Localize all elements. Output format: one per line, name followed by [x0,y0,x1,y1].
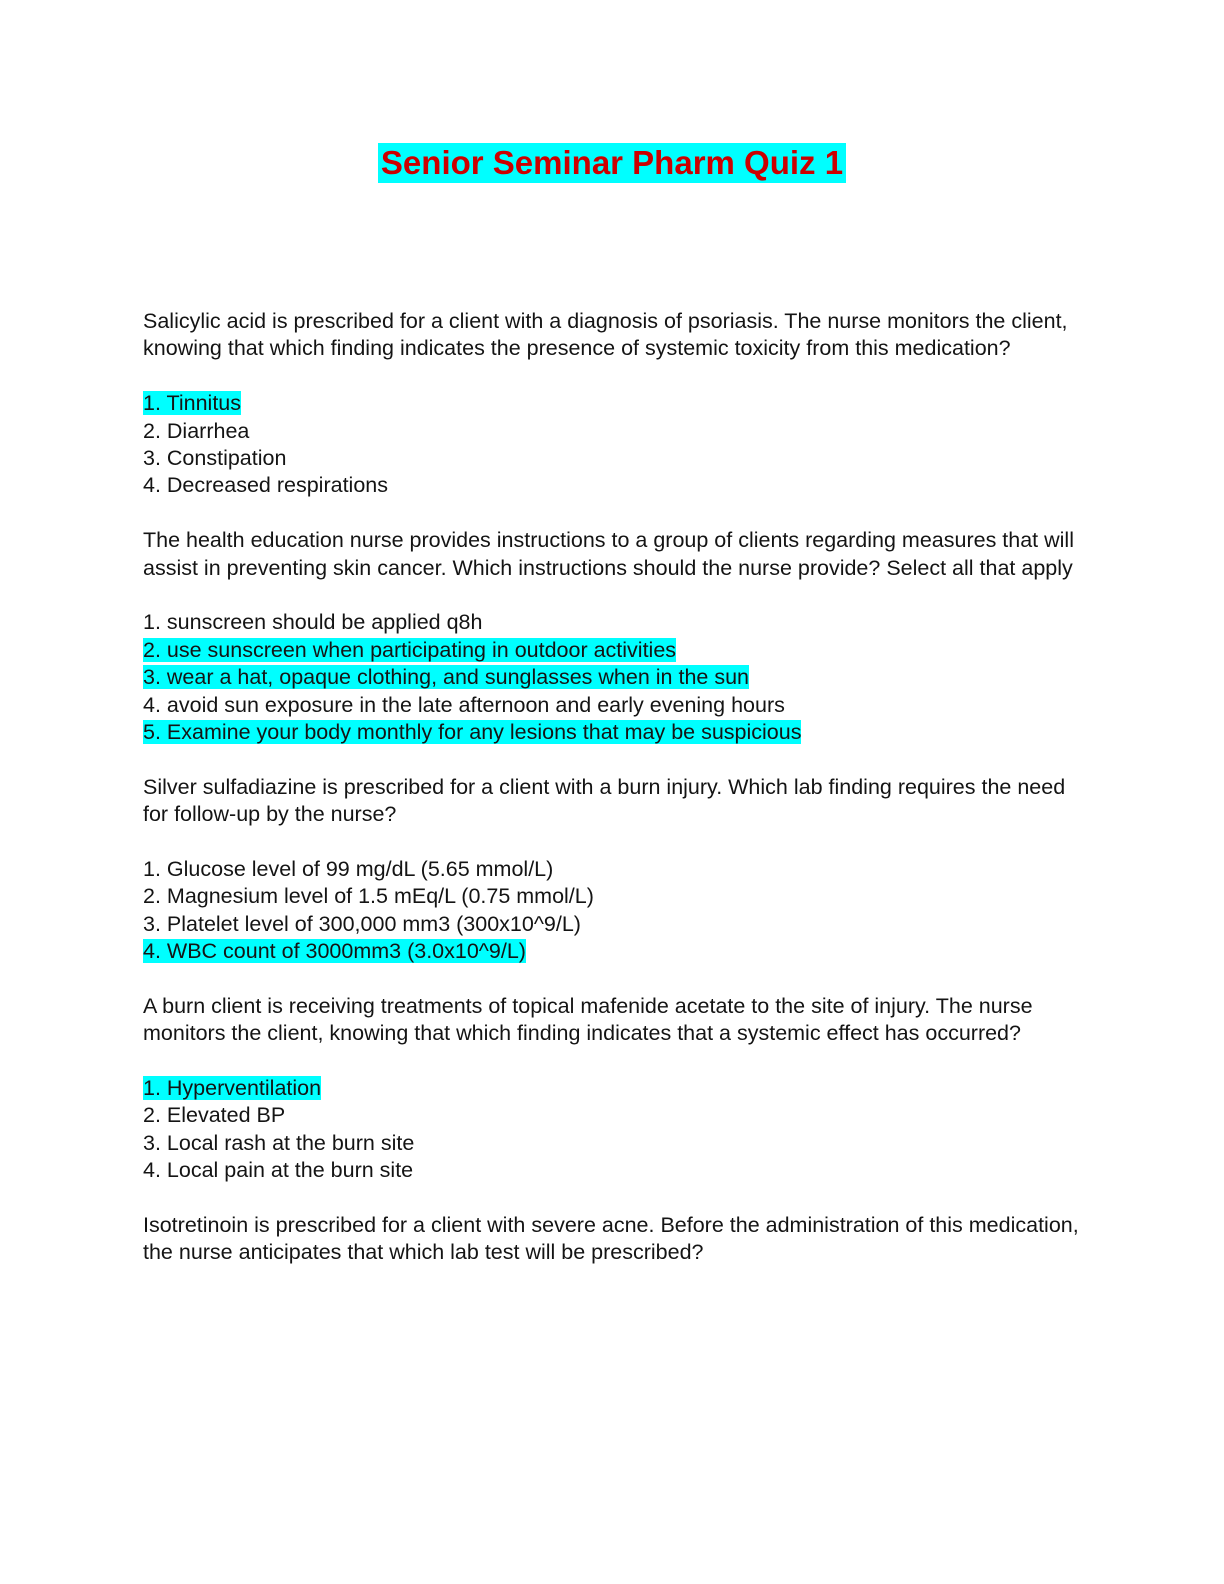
option-text: 3. Constipation [143,445,287,470]
option-list-1 [143,390,1083,500]
option-text: 3. Platelet level of 300,000 mm3 (300x10^9/L) [143,911,581,936]
option-item [143,609,1083,636]
question-stem-5: Isotretinoin is prescribed for a client with severe acne. Before the administration of this medication, the nurse anticipates that which lab test will be prescribed? [143,1213,1079,1265]
option-item [143,664,1083,691]
question-stem-3: Silver sulfadiazine is prescribed for a client with a burn injury. Which lab finding requires the need for follow-up by the nurse? [143,774,1066,827]
option-item [143,911,1083,938]
option-list-4 [143,1075,1083,1185]
question-stem-1: Salicylic acid is prescribed for a client with a diagnosis of psoriasis. The nurse monitors the client, knowing that which finding indicates the presence of systemic toxicity from this medication? [143,309,1068,361]
option-list-2 [143,609,1083,746]
option-text: 4. Local pain at the burn site [143,1158,414,1183]
option-text: 2. Magnesium level of 1.5 mEq/L (0.75 mmol/L) [143,884,594,909]
option-item [143,1102,1083,1129]
option-item [143,418,1083,445]
option-item [143,883,1083,910]
option-text-highlighted: 3. wear a hat, opaque clothing, and sunglasses when in the sun [143,665,749,690]
page-title: Senior Seminar Pharm Quiz 1 [378,143,846,183]
option-item [143,390,1083,417]
option-item [143,1075,1083,1102]
question-stem-4: A burn client is receiving treatments of topical mafenide acetate to the site of injury. The nurse monitors the client, knowing that which finding indicates that a systemic effect has occurred? [143,993,1033,1046]
option-list-3 [143,856,1083,966]
option-text-highlighted: 4. WBC count of 3000mm3 (3.0x10^9/L) [143,939,526,964]
option-item [143,938,1083,965]
option-text: 4. avoid sun exposure in the late afternoon and early evening hours [143,692,785,717]
option-item [143,637,1083,664]
option-item [143,692,1083,719]
option-text: 2. Elevated BP [143,1103,286,1128]
quiz-content [143,308,1083,1267]
option-text-highlighted: 1. Hyperventilation [143,1076,322,1101]
option-text: 4. Decreased respirations [143,473,388,498]
option-text: 2. Diarrhea [143,418,250,443]
option-text: 1. sunscreen should be applied q8h [143,610,483,635]
option-item [143,856,1083,883]
option-text: 3. Local rash at the burn site [143,1130,415,1155]
option-text-highlighted: 1. Tinnitus [143,391,241,416]
question-stem-2: The health education nurse provides instructions to a group of clients regarding measures that will assist in preventing skin cancer. Which instructions should the nurse provide? Select all that apply [143,528,1074,580]
option-text-highlighted: 2. use sunscreen when participating in outdoor activities [143,637,677,662]
option-text-highlighted: 5. Examine your body monthly for any lesions that may be suspicious [143,719,802,744]
option-text: 1. Glucose level of 99 mg/dL (5.65 mmol/L) [143,856,554,881]
option-item [143,1130,1083,1157]
option-item [143,1157,1083,1184]
title-wrap [0,143,1224,183]
option-item [143,472,1083,499]
option-item [143,719,1083,746]
option-item [143,445,1083,472]
